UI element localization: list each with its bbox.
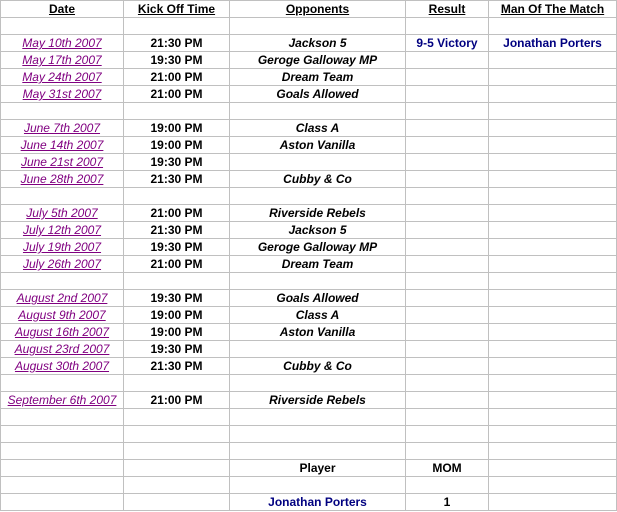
man-of-the-match[interactable] [489,86,617,103]
empty-cell[interactable] [489,477,617,494]
empty-cell[interactable] [124,443,230,460]
kickoff-time[interactable]: 19:30 PM [124,341,230,358]
opponent-name[interactable]: Riverside Rebels [230,392,406,409]
mom-count[interactable]: 1 [406,494,489,511]
fixture-date[interactable]: August 2nd 2007 [1,290,124,307]
kickoff-time[interactable]: 21:30 PM [124,35,230,52]
sheet-body [1,1,617,511]
fixture-date[interactable]: July 26th 2007 [1,256,124,273]
fixture-row [1,171,617,188]
empty-cell[interactable] [230,443,406,460]
empty-cell[interactable] [1,375,124,392]
blank-row [1,443,617,460]
opponent-name[interactable] [230,154,406,171]
empty-cell[interactable] [1,494,124,511]
empty-cell[interactable] [406,409,489,426]
empty-cell[interactable] [489,460,617,477]
blank-row [1,375,617,392]
empty-cell[interactable] [230,18,406,35]
kickoff-time[interactable]: 19:30 PM [124,52,230,69]
header-row [1,1,617,18]
empty-cell[interactable] [406,188,489,205]
empty-cell[interactable] [489,494,617,511]
date-header[interactable]: Date [1,1,124,18]
opponent-name[interactable]: Geroge Galloway MP [230,52,406,69]
match-result[interactable] [406,239,489,256]
blank-row [1,273,617,290]
kickoff-header[interactable]: Kick Off Time [124,1,230,18]
empty-cell[interactable] [489,188,617,205]
man-of-the-match[interactable] [489,154,617,171]
opponents-header[interactable]: Opponents [230,1,406,18]
empty-cell[interactable] [406,18,489,35]
kickoff-time[interactable]: 19:30 PM [124,290,230,307]
man-of-the-match[interactable] [489,120,617,137]
fixture-row [1,222,617,239]
opponent-name[interactable]: Aston Vanilla [230,137,406,154]
fixture-date[interactable]: September 6th 2007 [1,392,124,409]
man-of-the-match[interactable] [489,52,617,69]
man-of-the-match[interactable] [489,307,617,324]
fixture-date[interactable]: June 14th 2007 [1,137,124,154]
fixture-date[interactable]: June 7th 2007 [1,120,124,137]
match-result[interactable] [406,137,489,154]
opponent-name[interactable]: Class A [230,120,406,137]
opponent-name[interactable]: Cubby & Co [230,171,406,188]
empty-cell[interactable] [1,460,124,477]
empty-cell[interactable] [406,477,489,494]
empty-cell[interactable] [406,103,489,120]
man-of-the-match[interactable]: Jonathan Porters [489,35,617,52]
blank-row [1,477,617,494]
kickoff-time[interactable]: 19:30 PM [124,239,230,256]
man-of-the-match[interactable] [489,171,617,188]
kickoff-time[interactable]: 21:00 PM [124,205,230,222]
fixture-row [1,392,617,409]
match-result[interactable] [406,222,489,239]
fixture-row [1,256,617,273]
summary-row [1,494,617,511]
empty-cell[interactable] [124,460,230,477]
match-result[interactable] [406,290,489,307]
blank-row [1,409,617,426]
kickoff-time[interactable]: 19:00 PM [124,307,230,324]
fixture-date[interactable]: August 23rd 2007 [1,341,124,358]
man-of-the-match[interactable] [489,256,617,273]
empty-cell[interactable] [1,443,124,460]
fixture-date[interactable]: May 17th 2007 [1,52,124,69]
match-result[interactable] [406,205,489,222]
result-header[interactable]: Result [406,1,489,18]
man-of-the-match[interactable] [489,69,617,86]
empty-cell[interactable] [489,103,617,120]
fixture-row [1,154,617,171]
empty-cell[interactable] [406,426,489,443]
empty-cell[interactable] [489,409,617,426]
kickoff-time[interactable]: 19:30 PM [124,154,230,171]
opponent-name[interactable]: Goals Allowed [230,290,406,307]
man-of-the-match[interactable] [489,324,617,341]
mom-header[interactable]: Man Of The Match [489,1,617,18]
fixture-row [1,120,617,137]
man-of-the-match[interactable] [489,222,617,239]
match-result[interactable] [406,154,489,171]
opponent-name[interactable]: Geroge Galloway MP [230,239,406,256]
empty-cell[interactable] [230,103,406,120]
man-of-the-match[interactable] [489,290,617,307]
empty-cell[interactable] [124,273,230,290]
kickoff-time[interactable]: 21:30 PM [124,222,230,239]
empty-cell[interactable] [124,375,230,392]
fixture-date[interactable]: August 30th 2007 [1,358,124,375]
opponent-name[interactable]: Cubby & Co [230,358,406,375]
kickoff-time[interactable]: 21:00 PM [124,69,230,86]
kickoff-time[interactable]: 21:30 PM [124,171,230,188]
man-of-the-match[interactable] [489,239,617,256]
empty-cell[interactable] [1,477,124,494]
opponent-name[interactable] [230,341,406,358]
fixture-row [1,290,617,307]
empty-cell[interactable] [489,273,617,290]
empty-cell[interactable] [230,477,406,494]
fixture-row [1,69,617,86]
fixture-date[interactable]: May 10th 2007 [1,35,124,52]
match-result[interactable] [406,341,489,358]
fixture-row [1,307,617,324]
empty-cell[interactable] [124,103,230,120]
empty-cell[interactable] [124,18,230,35]
empty-cell[interactable] [230,426,406,443]
fixture-row [1,358,617,375]
empty-cell[interactable] [230,188,406,205]
match-result[interactable] [406,52,489,69]
man-of-the-match[interactable] [489,137,617,154]
match-result[interactable] [406,392,489,409]
empty-cell[interactable] [1,188,124,205]
blank-row [1,103,617,120]
fixture-row [1,137,617,154]
fixture-row [1,35,617,52]
fixture-row [1,86,617,103]
fixture-row [1,205,617,222]
empty-cell[interactable] [489,426,617,443]
empty-cell[interactable] [1,273,124,290]
player-name[interactable]: Jonathan Porters [230,494,406,511]
fixture-date[interactable]: August 16th 2007 [1,324,124,341]
man-of-the-match[interactable] [489,358,617,375]
match-result[interactable] [406,256,489,273]
kickoff-time[interactable]: 19:00 PM [124,120,230,137]
mom-count-header[interactable]: MOM [406,460,489,477]
fixture-row [1,341,617,358]
fixture-date[interactable]: May 24th 2007 [1,69,124,86]
empty-cell[interactable] [406,273,489,290]
empty-cell[interactable] [124,409,230,426]
kickoff-time[interactable]: 21:00 PM [124,256,230,273]
man-of-the-match[interactable] [489,392,617,409]
empty-cell[interactable] [230,409,406,426]
summary-header-row [1,460,617,477]
opponent-name[interactable]: Goals Allowed [230,86,406,103]
empty-cell[interactable] [1,103,124,120]
opponent-name[interactable]: Aston Vanilla [230,324,406,341]
empty-cell[interactable] [406,375,489,392]
empty-cell[interactable] [230,273,406,290]
match-result[interactable]: 9-5 Victory [406,35,489,52]
empty-cell[interactable] [1,18,124,35]
fixture-row [1,239,617,256]
match-result[interactable] [406,171,489,188]
blank-row [1,188,617,205]
match-result[interactable] [406,324,489,341]
empty-cell[interactable] [489,443,617,460]
fixture-row [1,52,617,69]
empty-cell[interactable] [489,18,617,35]
empty-cell[interactable] [124,188,230,205]
player-column-header[interactable]: Player [230,460,406,477]
fixture-date[interactable]: July 19th 2007 [1,239,124,256]
man-of-the-match[interactable] [489,341,617,358]
empty-cell[interactable] [124,494,230,511]
opponent-name[interactable]: Riverside Rebels [230,205,406,222]
opponent-name[interactable]: Class A [230,307,406,324]
empty-cell[interactable] [124,477,230,494]
fixture-date[interactable]: June 21st 2007 [1,154,124,171]
kickoff-time[interactable]: 19:00 PM [124,137,230,154]
empty-cell[interactable] [406,443,489,460]
empty-cell[interactable] [1,409,124,426]
empty-cell[interactable] [124,426,230,443]
kickoff-time[interactable]: 21:30 PM [124,358,230,375]
fixture-date[interactable]: July 12th 2007 [1,222,124,239]
empty-cell[interactable] [489,375,617,392]
man-of-the-match[interactable] [489,205,617,222]
fixture-date[interactable]: June 28th 2007 [1,171,124,188]
opponent-name[interactable]: Dream Team [230,256,406,273]
fixture-date[interactable]: August 9th 2007 [1,307,124,324]
kickoff-time[interactable]: 21:00 PM [124,392,230,409]
blank-row [1,18,617,35]
fixture-row [1,324,617,341]
opponent-name[interactable]: Dream Team [230,69,406,86]
opponent-name[interactable]: Jackson 5 [230,222,406,239]
match-result[interactable] [406,358,489,375]
kickoff-time[interactable]: 21:00 PM [124,86,230,103]
empty-cell[interactable] [1,426,124,443]
match-result[interactable] [406,120,489,137]
match-result[interactable] [406,86,489,103]
opponent-name[interactable]: Jackson 5 [230,35,406,52]
blank-row [1,426,617,443]
kickoff-time[interactable]: 19:00 PM [124,324,230,341]
fixture-date[interactable]: July 5th 2007 [1,205,124,222]
empty-cell[interactable] [230,375,406,392]
match-result[interactable] [406,69,489,86]
match-result[interactable] [406,307,489,324]
fixture-date[interactable]: May 31st 2007 [1,86,124,103]
